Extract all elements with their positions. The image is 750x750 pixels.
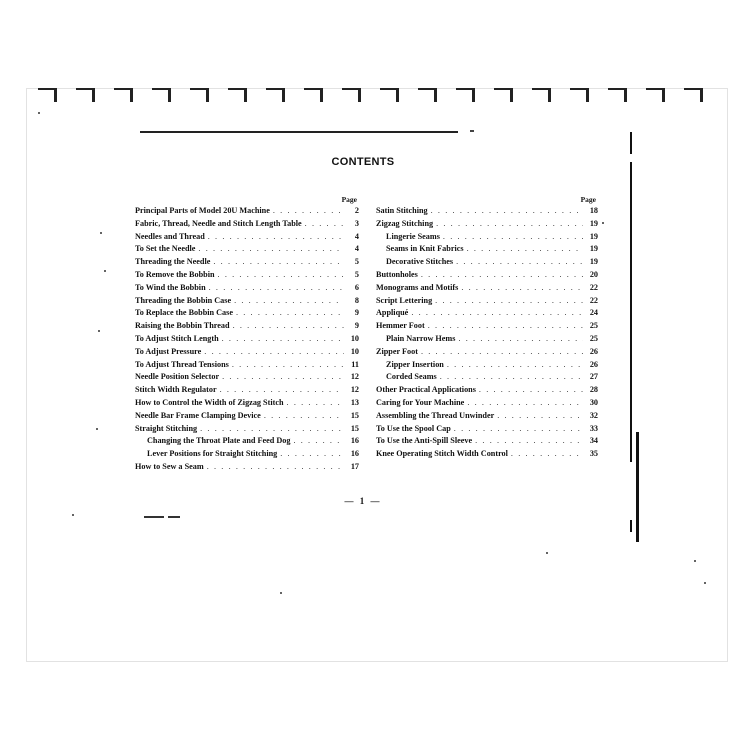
toc-entry-title: Knee Operating Stitch Width Control: [376, 449, 508, 459]
toc-entry: [135, 320, 359, 333]
toc-entry-page: 19: [589, 218, 598, 228]
toc-entry-page: 22: [589, 295, 598, 305]
toc-entry: [376, 320, 598, 333]
toc-entry-page: 28: [589, 385, 598, 395]
toc-entry-page: 2: [354, 206, 359, 215]
binding-hole: [190, 88, 209, 102]
toc-entry: [376, 282, 598, 295]
toc-entry-page: 19: [589, 244, 598, 254]
scan-speck: [104, 270, 106, 272]
toc-entry: [376, 243, 598, 256]
toc-entry-title: To Adjust Stitch Length: [135, 333, 219, 343]
toc-leader-dots: [443, 231, 583, 244]
contents-title: CONTENTS: [331, 156, 395, 168]
toc-entry: [135, 282, 359, 295]
toc-entry-page: 13: [350, 397, 359, 407]
toc-entry-title: Decorative Stitches: [386, 257, 454, 267]
toc-leader-dots: [440, 371, 583, 384]
toc-entry-page: 9: [354, 308, 359, 318]
toc-left-column: [135, 194, 359, 474]
toc-entry-page: 33: [589, 423, 598, 433]
toc-leader-dots: [213, 256, 344, 269]
toc-entry-title: Needles and Thread: [135, 231, 205, 241]
toc-entry-title: Hemmer Foot: [376, 321, 425, 331]
binding-hole: [342, 88, 361, 102]
toc-entry-title: Fabric, Thread, Needle and Stitch Length Table: [135, 218, 302, 228]
toc-leader-dots: [232, 359, 344, 372]
binding-hole: [304, 88, 323, 102]
toc-entry: [135, 307, 359, 320]
scan-edge-marks: [624, 132, 644, 532]
page-number: — 1 —: [344, 496, 382, 506]
toc-leader-dots: [456, 256, 583, 269]
toc-entry: [135, 371, 359, 384]
scan-speck: [704, 582, 706, 584]
toc-entry: [376, 231, 598, 244]
toc-entry-title: Zipper Foot: [376, 346, 418, 356]
toc-entry-page: 4: [354, 231, 359, 241]
binding-hole: [38, 88, 57, 102]
toc-entry-page: 30: [589, 397, 598, 407]
toc-entry-page: 10: [350, 346, 359, 356]
scan-speck: [546, 552, 548, 554]
scan-dash: [144, 516, 164, 518]
toc-entry-page: 16: [350, 449, 359, 459]
toc-entry: [135, 231, 359, 244]
toc-entry-page: 34: [589, 436, 598, 446]
toc-leader-dots: [421, 346, 583, 359]
toc-entry: [376, 269, 598, 282]
scan-speck: [72, 514, 74, 516]
toc-entry-page: 26: [589, 346, 598, 356]
toc-entry: [135, 205, 359, 218]
toc-entry: [376, 410, 598, 423]
edge-mark: [630, 132, 632, 154]
toc-leader-dots: [454, 423, 583, 436]
toc-entry: [135, 359, 359, 372]
toc-entry: [376, 307, 598, 320]
toc-entry-title: Zipper Insertion: [386, 359, 444, 369]
toc-entry: [135, 269, 359, 282]
scan-speck: [280, 592, 282, 594]
toc-entry-page: 15: [350, 423, 359, 433]
toc-entry-page: 17: [350, 461, 359, 471]
toc-entry-title: How to Control the Width of Zigzag Stitch: [135, 397, 284, 407]
toc-leader-dots: [411, 307, 583, 320]
toc-entry-page: 11: [351, 359, 359, 369]
toc-entry-page: 25: [589, 321, 598, 331]
toc-entry-title: Lever Positions for Straight Stitching: [147, 449, 278, 459]
toc-entry: [376, 333, 598, 346]
page-column-header: Page: [580, 195, 596, 204]
toc-leader-dots: [287, 397, 344, 410]
toc-entry: [135, 346, 359, 359]
toc-entry-title: Needle Position Selector: [135, 372, 220, 382]
toc-leader-dots: [428, 320, 583, 333]
toc-right-column: [376, 194, 598, 461]
binding-hole: [646, 88, 665, 102]
toc-leader-dots: [511, 448, 583, 461]
top-rule-fragment: [470, 130, 474, 132]
toc-entry-title: To Set the Needle: [135, 244, 196, 254]
toc-entry: [376, 384, 598, 397]
toc-entry: [135, 435, 359, 448]
toc-entry: [376, 448, 598, 461]
toc-entry: [135, 256, 359, 269]
toc-entry-page: 25: [589, 333, 598, 343]
toc-entry-title: Straight Stitching: [135, 423, 198, 433]
toc-entry-page: 4: [354, 244, 359, 254]
toc-entry: [135, 243, 359, 256]
toc-leader-dots: [458, 333, 583, 346]
binding-hole: [266, 88, 285, 102]
binding-holes: [38, 88, 728, 104]
toc-entry-title: To Replace the Bobbin Case: [135, 308, 233, 318]
toc-leader-dots: [233, 320, 344, 333]
toc-entry: [135, 295, 359, 308]
binding-hole: [532, 88, 551, 102]
toc-entry-page: 19: [589, 231, 598, 241]
toc-entry-page: 16: [350, 436, 359, 446]
toc-entry: [376, 371, 598, 384]
toc-leader-dots: [421, 269, 583, 282]
toc-entry-page: 12: [350, 372, 359, 382]
toc-entry-page: 15: [350, 410, 359, 420]
toc-entry-title: Seams in Knit Fabrics: [386, 244, 464, 254]
binding-hole: [114, 88, 133, 102]
toc-leader-dots: [208, 231, 344, 244]
edge-mark: [636, 432, 639, 542]
toc-leader-dots: [436, 218, 583, 231]
toc-entry-page: 24: [589, 308, 598, 318]
toc-entry: [376, 256, 598, 269]
toc-entry: [135, 461, 359, 474]
toc-entry-title: Appliqué: [376, 308, 409, 318]
toc-entry-title: Monograms and Motifs: [376, 282, 459, 292]
top-rule: [140, 131, 458, 133]
toc-entry-title: To Use the Anti-Spill Sleeve: [376, 436, 473, 446]
toc-leader-dots: [435, 295, 583, 308]
toc-entry-title: Lingerie Seams: [386, 231, 440, 241]
toc-entry: [376, 359, 598, 372]
toc-entry-title: Buttonholes: [376, 269, 418, 279]
toc-leader-dots: [305, 218, 344, 231]
binding-hole: [228, 88, 247, 102]
toc-entry-title: Plain Narrow Hems: [386, 333, 456, 343]
toc-entry-title: Corded Seams: [386, 372, 437, 382]
toc-entry-title: Changing the Throat Plate and Feed Dog: [147, 436, 291, 446]
toc-leader-dots: [222, 333, 344, 346]
toc-entry-page: 12: [350, 385, 359, 395]
toc-entry-page: 32: [589, 410, 598, 420]
toc-entry: [135, 423, 359, 436]
toc-entry-title: Script Lettering: [376, 295, 433, 305]
toc-entry: [376, 346, 598, 359]
toc-entry-title: Assembling the Thread Unwinder: [376, 410, 495, 420]
toc-entry-page: 26: [589, 359, 598, 369]
binding-hole: [152, 88, 171, 102]
binding-hole: [608, 88, 627, 102]
page-column-header: Page: [341, 195, 357, 204]
toc-entry-page: 5: [354, 269, 359, 279]
scan-speck: [38, 112, 40, 114]
toc-entry-page: 20: [589, 269, 598, 279]
toc-entry-title: To Use the Spool Cap: [376, 423, 451, 433]
toc-leader-dots: [204, 346, 344, 359]
toc-entry: [376, 295, 598, 308]
toc-leader-dots: [207, 461, 344, 474]
toc-leader-dots: [234, 295, 344, 308]
toc-leader-dots: [431, 205, 583, 218]
toc-entry: [135, 448, 359, 461]
toc-entry-title: Zigzag Stitching: [376, 218, 434, 228]
toc-leader-dots: [236, 307, 344, 320]
toc-entry-title: To Adjust Pressure: [135, 346, 202, 356]
toc-entry-page: 19: [589, 257, 598, 267]
toc-entry: [135, 410, 359, 423]
scan-speck: [602, 222, 604, 224]
toc-entry-title: Needle Bar Frame Clamping Device: [135, 410, 261, 420]
toc-entry: [135, 333, 359, 346]
scan-speck: [98, 330, 100, 332]
toc-entry: [376, 397, 598, 410]
toc-leader-dots: [222, 371, 344, 384]
binding-hole: [418, 88, 437, 102]
toc-entry-page: 5: [354, 257, 359, 267]
toc-leader-dots: [209, 282, 344, 295]
toc-entry-page: 27: [589, 372, 598, 382]
toc-leader-dots: [293, 435, 344, 448]
binding-hole: [456, 88, 475, 102]
toc-leader-dots: [497, 410, 583, 423]
toc-entry-page: 18: [589, 206, 598, 215]
toc-entry-page: 10: [350, 333, 359, 343]
scan-speck: [96, 428, 98, 430]
binding-hole: [684, 88, 703, 102]
binding-hole: [570, 88, 589, 102]
toc-entry-title: Satin Stitching: [376, 206, 428, 215]
toc-leader-dots: [479, 384, 583, 397]
toc-entry: [376, 205, 598, 218]
toc-entry: [135, 397, 359, 410]
toc-entry-title: To Wind the Bobbin: [135, 282, 206, 292]
toc-entry-page: 6: [354, 282, 359, 292]
toc-entry-title: Stitch Width Regulator: [135, 385, 217, 395]
toc-leader-dots: [200, 423, 344, 436]
toc-leader-dots: [447, 359, 583, 372]
toc-entry: [376, 423, 598, 436]
toc-leader-dots: [218, 269, 344, 282]
toc-entry: [135, 384, 359, 397]
toc-entry: [135, 218, 359, 231]
toc-entry: [376, 435, 598, 448]
edge-mark: [630, 162, 632, 462]
binding-hole: [494, 88, 513, 102]
toc-leader-dots: [467, 243, 583, 256]
toc-entry-title: Other Practical Applications: [376, 385, 476, 395]
toc-entry-page: 3: [354, 218, 359, 228]
binding-hole: [380, 88, 399, 102]
toc-leader-dots: [198, 243, 344, 256]
toc-entry-title: Raising the Bobbin Thread: [135, 321, 230, 331]
toc-entry: [376, 218, 598, 231]
scan-speck: [694, 560, 696, 562]
toc-entry-page: 35: [589, 449, 598, 459]
toc-entry-page: 9: [354, 321, 359, 331]
toc-entry-title: How to Sew a Seam: [135, 461, 204, 471]
binding-hole: [76, 88, 95, 102]
edge-mark: [630, 520, 632, 532]
toc-entry-title: To Adjust Thread Tensions: [135, 359, 229, 369]
toc-entry-page: 8: [354, 295, 359, 305]
toc-leader-dots: [467, 397, 583, 410]
toc-leader-dots: [475, 435, 583, 448]
toc-leader-dots: [220, 384, 344, 397]
toc-leader-dots: [273, 205, 344, 218]
scan-speck: [100, 232, 102, 234]
toc-entry-page: 22: [589, 282, 598, 292]
toc-entry-title: Principal Parts of Model 20U Machine: [135, 206, 270, 215]
scan-dash: [168, 516, 180, 518]
toc-entry-title: Threading the Needle: [135, 257, 211, 267]
toc-entry-title: Caring for Your Machine: [376, 397, 465, 407]
toc-leader-dots: [461, 282, 583, 295]
toc-leader-dots: [264, 410, 344, 423]
toc-entry-title: Threading the Bobbin Case: [135, 295, 232, 305]
toc-entry-title: To Remove the Bobbin: [135, 269, 215, 279]
toc-leader-dots: [280, 448, 344, 461]
